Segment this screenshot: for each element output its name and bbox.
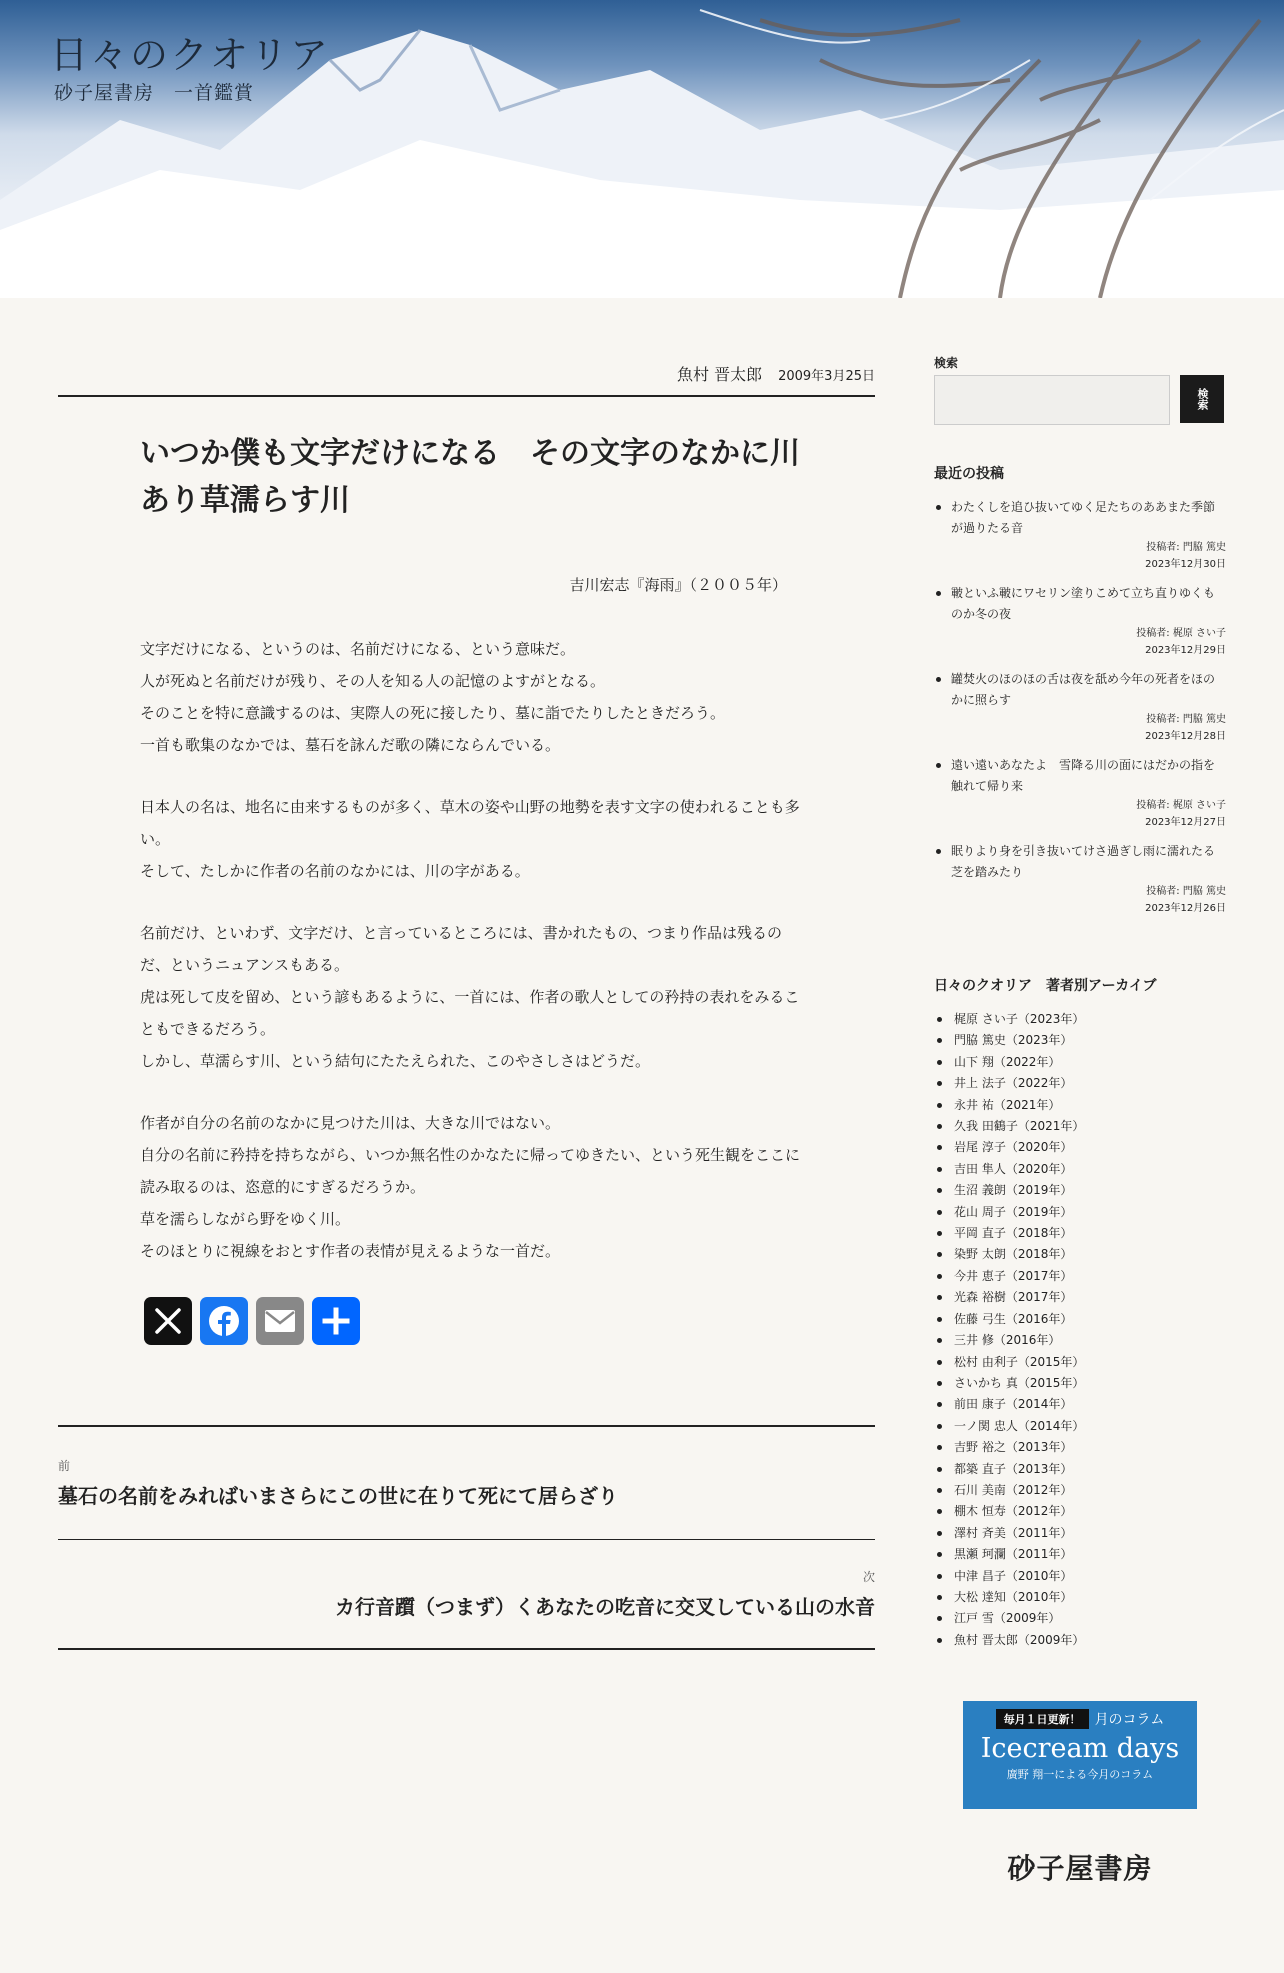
- banner-badge-row: [963, 1709, 1197, 1729]
- recent-post-date: 2023年12月27日: [1145, 817, 1226, 828]
- post-line: 日本人の名は、地名に由来するものが多く、草木の姿や山野の地勢を表す文字の使われることも多い。: [140, 798, 800, 848]
- post-line: 自分の名前に矜持を持ちながら、いつか無名性のかなたに帰ってゆきたい、という死生観をここに読み取るのは、恣意的にすぎるだろうか。: [140, 1146, 801, 1196]
- archive-author-link[interactable]: さいかち 真（2015年）: [934, 1373, 1226, 1394]
- archive-author-link[interactable]: 三井 修（2016年）: [934, 1330, 1226, 1351]
- search-row: [934, 375, 1226, 425]
- recent-post-link[interactable]: 罐焚火のほのほの舌は夜を舐め今年の死者をほのかに照らす: [934, 669, 1226, 711]
- list-item: [934, 669, 1226, 745]
- archive-author-link[interactable]: 中津 昌子（2010年）: [934, 1566, 1226, 1587]
- archive-author-link[interactable]: 岩尾 淳子（2020年）: [934, 1137, 1226, 1158]
- list-item: [934, 583, 1226, 659]
- recent-post-link[interactable]: 皸といふ皸にワセリン塗りこめて立ち直りゆくものか冬の夜: [934, 583, 1226, 625]
- facebook-icon[interactable]: [200, 1297, 248, 1345]
- post-line: 作者が自分の名前のなかに見つけた川は、大きな川ではない。: [140, 1114, 561, 1132]
- archive-author-link[interactable]: 前田 康子（2014年）: [934, 1394, 1226, 1415]
- search-label: 検索: [934, 356, 959, 370]
- post-line: 虎は死して皮を留め、という諺もあるように、一首には、作者の歌人としての矜持の表れをみることもできるだろう。: [140, 988, 800, 1038]
- list-item: [934, 497, 1226, 573]
- archive-author-link[interactable]: 一ノ関 忠人（2014年）: [934, 1416, 1226, 1437]
- post-paragraph: [140, 791, 800, 887]
- banner-badge-tail: 月のコラム: [1094, 1712, 1165, 1729]
- author-archive-widget: [934, 975, 1226, 1651]
- archive-author-link[interactable]: 松村 由利子（2015年）: [934, 1352, 1226, 1373]
- recent-post-author: 投稿者: 門脇 篤史: [1146, 886, 1226, 897]
- search-input[interactable]: [934, 375, 1170, 425]
- banner-title: Icecream days: [980, 1733, 1180, 1765]
- recent-post-author: 投稿者: 門脇 篤史: [1146, 714, 1226, 725]
- post-title: いつか僕も文字だけになる その文字のなかに川あり草濡らす川: [140, 436, 800, 518]
- archive-title: 日々のクオリア 著者別アーカイブ: [934, 978, 1157, 994]
- search-widget: [934, 354, 1226, 425]
- post-line: 名前だけ、といわず、文字だけ、と言っているところには、書かれたもの、つまり作品は残るのだ、というニュアンスもある。: [140, 924, 783, 974]
- column-banner[interactable]: [963, 1701, 1197, 1809]
- share-plus-icon[interactable]: [312, 1297, 360, 1345]
- post-navigation: [58, 1425, 875, 1650]
- recent-post-date: 2023年12月28日: [1145, 731, 1226, 742]
- list-item: [934, 841, 1226, 917]
- archive-author-link[interactable]: 澤村 斉美（2011年）: [934, 1523, 1226, 1544]
- recent-post-date: 2023年12月30日: [1145, 559, 1226, 570]
- recent-posts-list: [934, 497, 1226, 917]
- archive-list: [934, 1009, 1226, 1651]
- poem-source: 吉川宏志『海雨』（２００５年）: [569, 576, 787, 594]
- post-date: 2009年3月25日: [778, 369, 875, 384]
- email-icon[interactable]: [256, 1297, 304, 1345]
- post-paragraph: [140, 917, 800, 1077]
- archive-author-link[interactable]: 平岡 直子（2018年）: [934, 1223, 1226, 1244]
- post-line: そのことを特に意識するのは、実際人の死に接したり、墓に詣でたりしたときだろう。: [140, 704, 726, 722]
- recent-post-link[interactable]: 眠りより身を引き抜いてけさ過ぎし雨に濡れたる芝を踏みたり: [934, 841, 1226, 883]
- post-line: しかし、草濡らす川、という結句にたたえられた、このやさしさはどうだ。: [140, 1052, 651, 1070]
- archive-author-link[interactable]: 棚木 恒寿（2012年）: [934, 1501, 1226, 1522]
- archive-author-link[interactable]: 井上 法子（2022年）: [934, 1073, 1226, 1094]
- previous-label: 前: [58, 1459, 71, 1473]
- post-byline: [58, 362, 875, 397]
- archive-author-link[interactable]: 佐藤 弓生（2016年）: [934, 1309, 1226, 1330]
- archive-author-link[interactable]: 染野 太朗（2018年）: [934, 1244, 1226, 1265]
- post-paragraph: [140, 1107, 800, 1267]
- recent-post-author: 投稿者: 梶原 さい子: [1136, 800, 1226, 811]
- recent-post-author: 投稿者: 梶原 さい子: [1136, 628, 1226, 639]
- recent-post-link[interactable]: わたくしを追ひ抜いてゆく足たちのああまた季節が過りたる音: [934, 497, 1226, 539]
- recent-post-date: 2023年12月26日: [1145, 903, 1226, 914]
- next-post-link[interactable]: [58, 1540, 875, 1650]
- publisher-logo[interactable]: 砂子屋書房: [1007, 1852, 1153, 1886]
- post-line: 人が死ぬと名前だけが残り、その人を知る人の記憶のよすがとなる。: [140, 672, 606, 690]
- archive-author-link[interactable]: 久我 田鶴子（2021年）: [934, 1116, 1226, 1137]
- post-line: 文字だけになる、というのは、名前だけになる、という意味だ。: [140, 640, 576, 658]
- archive-author-link[interactable]: 門脇 篤史（2023年）: [934, 1030, 1226, 1051]
- archive-author-link[interactable]: 今井 恵子（2017年）: [934, 1266, 1226, 1287]
- archive-author-link[interactable]: 大松 達知（2010年）: [934, 1587, 1226, 1608]
- site-header: [0, 0, 1284, 298]
- archive-author-link[interactable]: 光森 裕樹（2017年）: [934, 1287, 1226, 1308]
- archive-author-link[interactable]: 黒瀬 珂瀾（2011年）: [934, 1544, 1226, 1565]
- post-line: そして、たしかに作者の名前のなかには、川の字がある。: [140, 862, 530, 880]
- archive-author-link[interactable]: 魚村 晋太郎（2009年）: [934, 1630, 1226, 1651]
- x-icon[interactable]: [144, 1297, 192, 1345]
- archive-author-link[interactable]: 山下 翔（2022年）: [934, 1052, 1226, 1073]
- next-post-title[interactable]: カ行音躓（つまず）くあなたの吃音に交叉している山の水音: [335, 1595, 875, 1619]
- post-line: そのほとりに視線をおとす作者の表情が見えるような一首だ。: [140, 1242, 561, 1260]
- recent-posts-title: 最近の投稿: [934, 466, 1004, 482]
- post-line: 一首も歌集のなかでは、墓石を詠んだ歌の隣にならんでいる。: [140, 736, 561, 754]
- recent-post-date: 2023年12月29日: [1145, 645, 1226, 656]
- archive-author-link[interactable]: 江戸 雪（2009年）: [934, 1608, 1226, 1629]
- archive-author-link[interactable]: 花山 周子（2019年）: [934, 1202, 1226, 1223]
- site-title[interactable]: 日々のクオリア: [50, 33, 331, 77]
- site-description: 砂子屋書房 一首鑑賞: [54, 82, 255, 104]
- next-label: 次: [862, 1570, 875, 1584]
- main-content: [58, 362, 875, 1650]
- archive-author-link[interactable]: 石川 美南（2012年）: [934, 1480, 1226, 1501]
- archive-author-link[interactable]: 梶原 さい子（2023年）: [934, 1009, 1226, 1030]
- archive-author-link[interactable]: 都築 直子（2013年）: [934, 1459, 1226, 1480]
- archive-author-link[interactable]: 吉野 裕之（2013年）: [934, 1437, 1226, 1458]
- recent-post-author: 投稿者: 門脇 篤史: [1146, 542, 1226, 553]
- sidebar: [934, 354, 1226, 1887]
- archive-author-link[interactable]: 生沼 義朗（2019年）: [934, 1180, 1226, 1201]
- previous-post-title[interactable]: 墓石の名前をみればいまさらにこの世に在りて死にて居らざり: [58, 1484, 618, 1508]
- share-buttons: [144, 1297, 875, 1345]
- recent-posts-widget: [934, 463, 1226, 917]
- post-body: [140, 633, 800, 1267]
- banner-badge: 毎月１日更新！: [996, 1709, 1089, 1729]
- post-line: 草を濡らしながら野をゆく川。: [140, 1210, 351, 1228]
- post-paragraph: [140, 633, 800, 761]
- search-button[interactable]: 検索: [1180, 375, 1224, 423]
- archive-author-link[interactable]: 吉田 隼人（2020年）: [934, 1159, 1226, 1180]
- archive-author-link[interactable]: 永井 祐（2021年）: [934, 1095, 1226, 1116]
- previous-post-link[interactable]: [58, 1427, 875, 1540]
- banner-subtitle: 廣野 翔一による今月のコラム: [1006, 1768, 1154, 1782]
- recent-post-link[interactable]: 遠い遠いあなたよ 雪降る川の面にはだかの指を触れて帰り来: [934, 755, 1226, 797]
- list-item: [934, 755, 1226, 831]
- post-author[interactable]: 魚村 晋太郎: [677, 365, 763, 384]
